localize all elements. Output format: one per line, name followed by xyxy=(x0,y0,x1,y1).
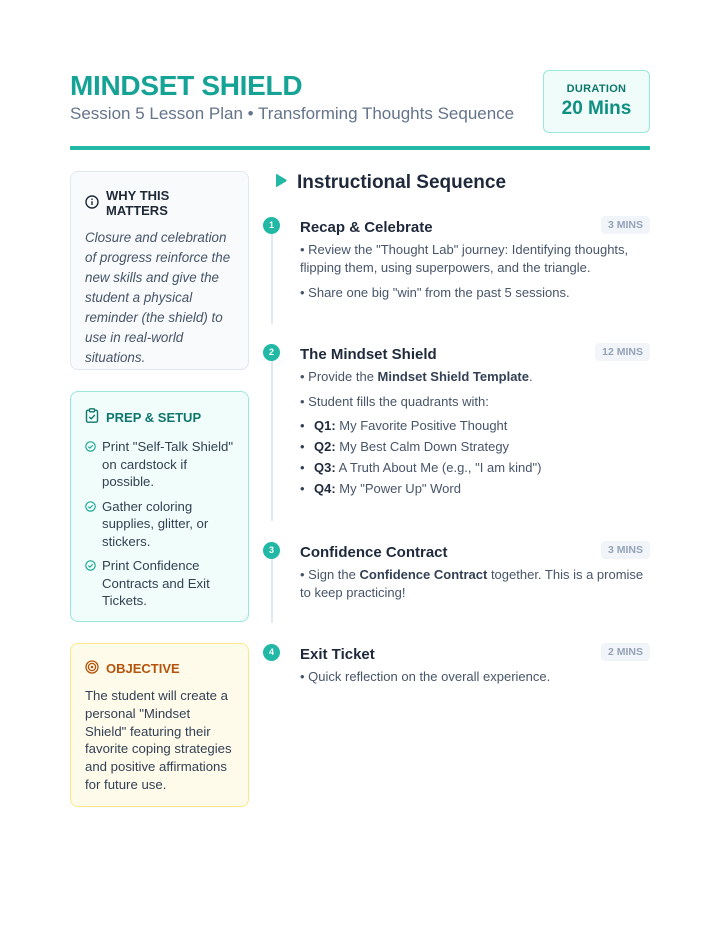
prep-item xyxy=(85,498,234,551)
lesson-plan-page xyxy=(70,0,650,932)
step-title: Confidence Contract xyxy=(300,544,448,561)
step-duration-badge: 12 MINS xyxy=(595,343,650,361)
header-divider xyxy=(70,146,650,150)
sequence-step xyxy=(300,346,650,499)
duration-badge xyxy=(543,70,650,133)
prep-list xyxy=(85,438,234,610)
prep-item-text: Print "Self-Talk Shield" on cardstock if possible. xyxy=(102,439,234,489)
step-number: 1 xyxy=(263,217,280,234)
step-title: Exit Ticket xyxy=(300,646,375,663)
step-duration-badge: 3 MINS xyxy=(601,541,650,559)
sequence-title: Instructional Sequence xyxy=(297,172,507,193)
prep-item-text: Print Confidence Contracts and Exit Tickets. xyxy=(102,558,210,608)
info-circle-icon xyxy=(85,195,99,212)
step-bullet: • Sign the Confidence Contract together. This is a promise to keep practicing! xyxy=(300,567,644,600)
duration-value: 20 Mins xyxy=(561,98,632,119)
objective-card-header xyxy=(85,660,234,677)
step-number: 2 xyxy=(263,344,280,361)
prep-item-text: Gather coloring supplies, glitter, or stickers. xyxy=(102,498,209,549)
why-card-header xyxy=(85,188,234,218)
prep-card-title: PREP & SETUP xyxy=(106,409,202,425)
quadrant-list xyxy=(300,415,650,499)
objective-card-body: The student will create a personal "Mindset Shield" featuring their favorite coping strategies and positive affirmations for future use. xyxy=(85,688,232,792)
why-card-title: WHY THIS MATTERS xyxy=(106,188,170,218)
why-card-body: Closure and celebration of progress reinforce the new skills and give the student a physical reminder (the shield) to use in real-world situations. xyxy=(85,230,231,365)
sequence-step xyxy=(300,646,650,686)
prep-item xyxy=(85,557,234,610)
step-bullet: • Provide the Mindset Shield Template. xyxy=(300,369,533,384)
timeline-line xyxy=(271,555,273,623)
step-title: The Mindset Shield xyxy=(300,346,437,363)
step-duration-badge: 3 MINS xyxy=(601,216,650,234)
step-bullet: • Quick reflection on the overall experience. xyxy=(300,669,551,684)
check-circle-icon xyxy=(85,557,96,610)
step-bullet: • Student fills the quadrants with: xyxy=(300,394,489,409)
page-title: MINDSET SHIELD xyxy=(70,70,303,101)
sequence-step xyxy=(300,544,650,602)
prep-card-header xyxy=(85,408,234,426)
prep-setup-card xyxy=(70,391,249,622)
step-bullet: • Share one big "win" from the past 5 sessions. xyxy=(300,285,570,300)
clipboard-check-icon xyxy=(85,408,99,426)
step-bullet: • Review the "Thought Lab" journey: Identifying thoughts, flipping them, using superpowers, and the triangle. xyxy=(300,242,629,275)
quadrant-item: • Q1: My Favorite Positive Thought xyxy=(300,415,650,436)
sequence-header xyxy=(274,172,506,194)
step-title: Recap & Celebrate xyxy=(300,219,433,236)
step-number: 4 xyxy=(263,644,280,661)
contract-name: Confidence Contract xyxy=(359,567,488,582)
prep-item xyxy=(85,438,234,491)
page-subtitle: Session 5 Lesson Plan • Transforming Thoughts Sequence xyxy=(70,104,515,123)
target-icon xyxy=(85,660,99,677)
step-number: 3 xyxy=(263,542,280,559)
sequence-step xyxy=(300,219,650,302)
step-duration-badge: 2 MINS xyxy=(601,643,650,661)
timeline-line xyxy=(271,357,273,521)
template-name: Mindset Shield Template xyxy=(377,369,529,384)
why-this-matters-card xyxy=(70,171,249,370)
play-icon xyxy=(274,173,288,193)
quadrant-item: • Q2: My Best Calm Down Strategy xyxy=(300,436,650,457)
objective-card xyxy=(70,643,249,807)
timeline-line xyxy=(271,230,273,324)
quadrant-item: • Q3: A Truth About Me (e.g., "I am kind") xyxy=(300,457,650,478)
duration-label: DURATION xyxy=(566,83,627,95)
objective-card-title: OBJECTIVE xyxy=(106,661,180,676)
check-circle-icon xyxy=(85,498,96,551)
quadrant-item: • Q4: My "Power Up" Word xyxy=(300,478,650,499)
check-circle-icon xyxy=(85,438,96,491)
